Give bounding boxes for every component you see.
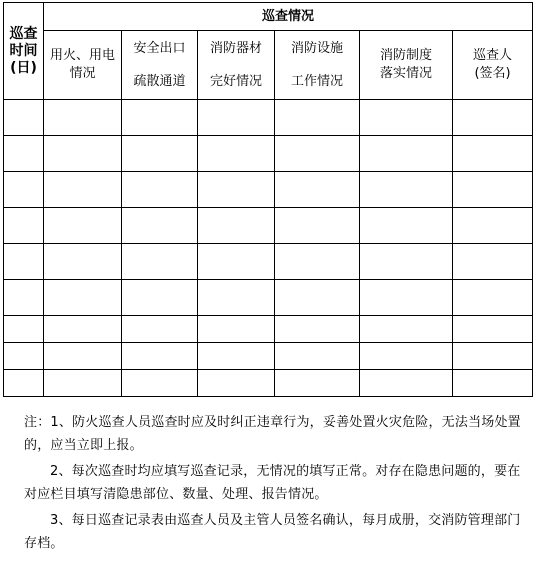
time-header-line-1: 巡查 [9, 25, 38, 42]
table-cell[interactable] [4, 100, 44, 136]
table-cell[interactable] [122, 172, 198, 208]
table-cell[interactable] [275, 208, 360, 244]
table-cell[interactable] [453, 370, 533, 397]
table-cell[interactable] [198, 172, 275, 208]
time-column-header [4, 3, 44, 100]
table-cell[interactable] [360, 244, 453, 280]
table-cell[interactable] [122, 136, 198, 172]
table-cell[interactable] [453, 280, 533, 316]
column-header-rules-line-1: 消防制度 [379, 48, 432, 63]
note-2: 2、每次巡查时均应填写巡查记录，无情况的填写正常。对存在隐患问题的，要在对应栏目填写清隐患部位、数量、处理、报告情况。 [24, 464, 521, 502]
table-cell[interactable] [122, 208, 198, 244]
inspection-table-body [4, 100, 533, 397]
table-cell[interactable] [275, 100, 360, 136]
table-cell[interactable] [360, 343, 453, 370]
table-cell[interactable] [198, 343, 275, 370]
table-cell[interactable] [44, 136, 122, 172]
table-cell[interactable] [44, 208, 122, 244]
table-cell[interactable] [4, 244, 44, 280]
column-header-exits-line-1: 安全出口 [133, 40, 186, 56]
inspection-table [3, 2, 533, 397]
inspection-status-header: 巡查情况 [44, 3, 533, 31]
table-cell[interactable] [4, 208, 44, 244]
table-cell[interactable] [275, 280, 360, 316]
table-cell[interactable] [453, 172, 533, 208]
table-cell[interactable] [360, 280, 453, 316]
table-cell[interactable] [275, 316, 360, 343]
table-row [4, 370, 533, 397]
table-cell[interactable] [4, 343, 44, 370]
table-cell[interactable] [453, 100, 533, 136]
table-cell[interactable] [453, 244, 533, 280]
table-cell[interactable] [44, 172, 122, 208]
table-cell[interactable] [198, 244, 275, 280]
table-cell[interactable] [360, 370, 453, 397]
table-cell[interactable] [122, 280, 198, 316]
table-row [4, 136, 533, 172]
column-header-equipment-line-1: 消防器材 [209, 40, 262, 56]
table-cell[interactable] [275, 136, 360, 172]
table-cell[interactable] [198, 316, 275, 343]
column-header-inspector-line-1: 巡查人 [473, 48, 513, 63]
table-cell[interactable] [122, 343, 198, 370]
table-cell[interactable] [44, 370, 122, 397]
table-cell[interactable] [4, 172, 44, 208]
table-cell[interactable] [453, 316, 533, 343]
column-header-fire-electric-line-2: 情况 [69, 66, 96, 81]
notes-section [24, 412, 530, 559]
table-cell[interactable] [198, 280, 275, 316]
table-row [4, 208, 533, 244]
column-header-fire-electric [44, 31, 122, 100]
table-row [4, 343, 533, 370]
table-cell[interactable] [360, 172, 453, 208]
column-header-inspector [453, 31, 533, 100]
table-cell[interactable] [198, 370, 275, 397]
table-cell[interactable] [44, 100, 122, 136]
table-row [4, 172, 533, 208]
table-cell[interactable] [122, 244, 198, 280]
table-cell[interactable] [275, 244, 360, 280]
column-header-exits [122, 31, 198, 100]
table-cell[interactable] [360, 136, 453, 172]
table-cell[interactable] [122, 370, 198, 397]
table-cell[interactable] [4, 370, 44, 397]
note-3: 3、每日巡查记录表由巡查人员及主管人员签名确认，每月成册，交消防管理部门存档。 [24, 513, 521, 551]
time-header-line-2: 时间 [9, 42, 38, 59]
table-cell[interactable] [122, 100, 198, 136]
table-cell[interactable] [44, 343, 122, 370]
table-row [4, 316, 533, 343]
table-cell[interactable] [44, 280, 122, 316]
column-header-fire-electric-line-1: 用火、用电 [49, 48, 115, 63]
column-header-exits-line-2: 疏散通道 [133, 73, 186, 89]
column-header-facilities-line-1: 消防设施 [290, 40, 343, 56]
column-header-rules-line-2: 落实情况 [379, 66, 432, 81]
note-1: 注：1、防火巡查人员巡查时应及时纠正违章行为，妥善处置火灾危险，无法当场处置的，应当立即上报。 [24, 415, 521, 453]
table-cell[interactable] [360, 100, 453, 136]
table-cell[interactable] [275, 343, 360, 370]
table-cell[interactable] [4, 280, 44, 316]
table-cell[interactable] [275, 172, 360, 208]
table-cell[interactable] [122, 316, 198, 343]
table-cell[interactable] [198, 100, 275, 136]
table-cell[interactable] [198, 208, 275, 244]
table-cell[interactable] [4, 316, 44, 343]
table-cell[interactable] [4, 136, 44, 172]
column-header-equipment-line-2: 完好情况 [209, 73, 262, 89]
table-cell[interactable] [360, 208, 453, 244]
table-cell[interactable] [275, 370, 360, 397]
table-row [4, 244, 533, 280]
column-header-facilities [275, 31, 360, 100]
table-cell[interactable] [360, 316, 453, 343]
column-header-facilities-line-2: 工作情况 [290, 73, 343, 89]
time-header-line-3: (日) [10, 59, 37, 76]
column-header-rules [360, 31, 453, 100]
column-header-inspector-line-2: (签名) [474, 66, 511, 81]
table-row [4, 100, 533, 136]
table-cell[interactable] [198, 136, 275, 172]
table-cell[interactable] [44, 316, 122, 343]
table-cell[interactable] [453, 208, 533, 244]
table-cell[interactable] [44, 244, 122, 280]
table-cell[interactable] [453, 136, 533, 172]
table-cell[interactable] [453, 343, 533, 370]
column-header-equipment [198, 31, 275, 100]
table-row [4, 280, 533, 316]
